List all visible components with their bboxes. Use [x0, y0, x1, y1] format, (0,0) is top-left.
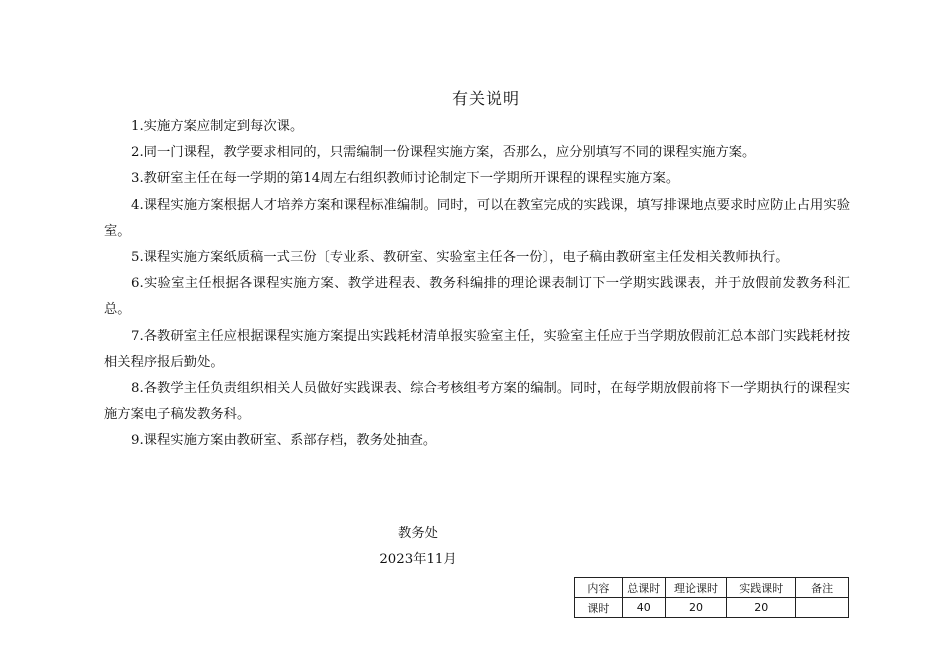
- header-cell-theory-hours: 理论课时: [665, 578, 727, 598]
- instruction-item: 3.教研室主任在每一学期的第14周左右组织教师讨论制定下一学期所开课程的课程实施方案。: [131, 171, 680, 187]
- course-hours-table: [574, 577, 849, 618]
- instruction-item: 5.课程实施方案纸质稿一式三份〔专业系、教研室、实验室主任各一份〕，电子稿由教研室主任发相关教师执行。: [131, 250, 789, 266]
- instruction-item: 1.实施方案应制定到每次课。: [131, 119, 304, 134]
- instruction-item: 4.课程实施方案根据人才培养方案和课程标准编制。同时，可以在教室完成的实践课，填写排课地点要求时应防止占用实验室。: [104, 197, 850, 239]
- instructions-list: [104, 114, 850, 455]
- header-cell-practice-hours: 实践课时: [727, 578, 796, 598]
- header-cell-remarks: 备注: [796, 578, 849, 598]
- page-title: 有关说明: [451, 89, 520, 108]
- table-header-row: [575, 578, 849, 598]
- table-row: [575, 598, 849, 618]
- header-cell-content: 内容: [575, 578, 623, 598]
- signature-org: 教务处: [398, 526, 438, 541]
- instruction-item: 9.课程实施方案由教研室、系部存档，教务处抽查。: [131, 433, 437, 449]
- header-cell-total-hours: 总课时: [622, 578, 665, 598]
- cell-theory-hours: 20: [665, 598, 727, 618]
- instruction-item: 2.同一门课程，教学要求相同的，只需编制一份课程实施方案，否那么，应分别填写不同的课程实施方案。: [131, 145, 756, 161]
- cell-practice-hours: 20: [727, 598, 796, 618]
- signature-date: 2023年11月: [379, 552, 457, 567]
- cell-total-hours: 40: [622, 598, 665, 618]
- cell-row-label: 课时: [575, 598, 623, 618]
- cell-remarks: [796, 598, 849, 618]
- instruction-item: 7.各教研室主任应根据课程实施方案提出实践耗材清单报实验室主任，实验室主任应于当学期放假前汇总本部门实践耗材按相关程序报后勤处。: [104, 328, 850, 370]
- instruction-item: 8.各教学主任负责组织相关人员做好实践课表、综合考核组考方案的编制。同时，在每学期放假前将下一学期执行的课程实施方案电子稿发教务科。: [104, 381, 850, 423]
- instruction-item: 6.实验室主任根据各课程实施方案、教学进程表、教务科编排的理论课表制订下一学期实践课表，并于放假前发教务科汇总。: [104, 276, 850, 318]
